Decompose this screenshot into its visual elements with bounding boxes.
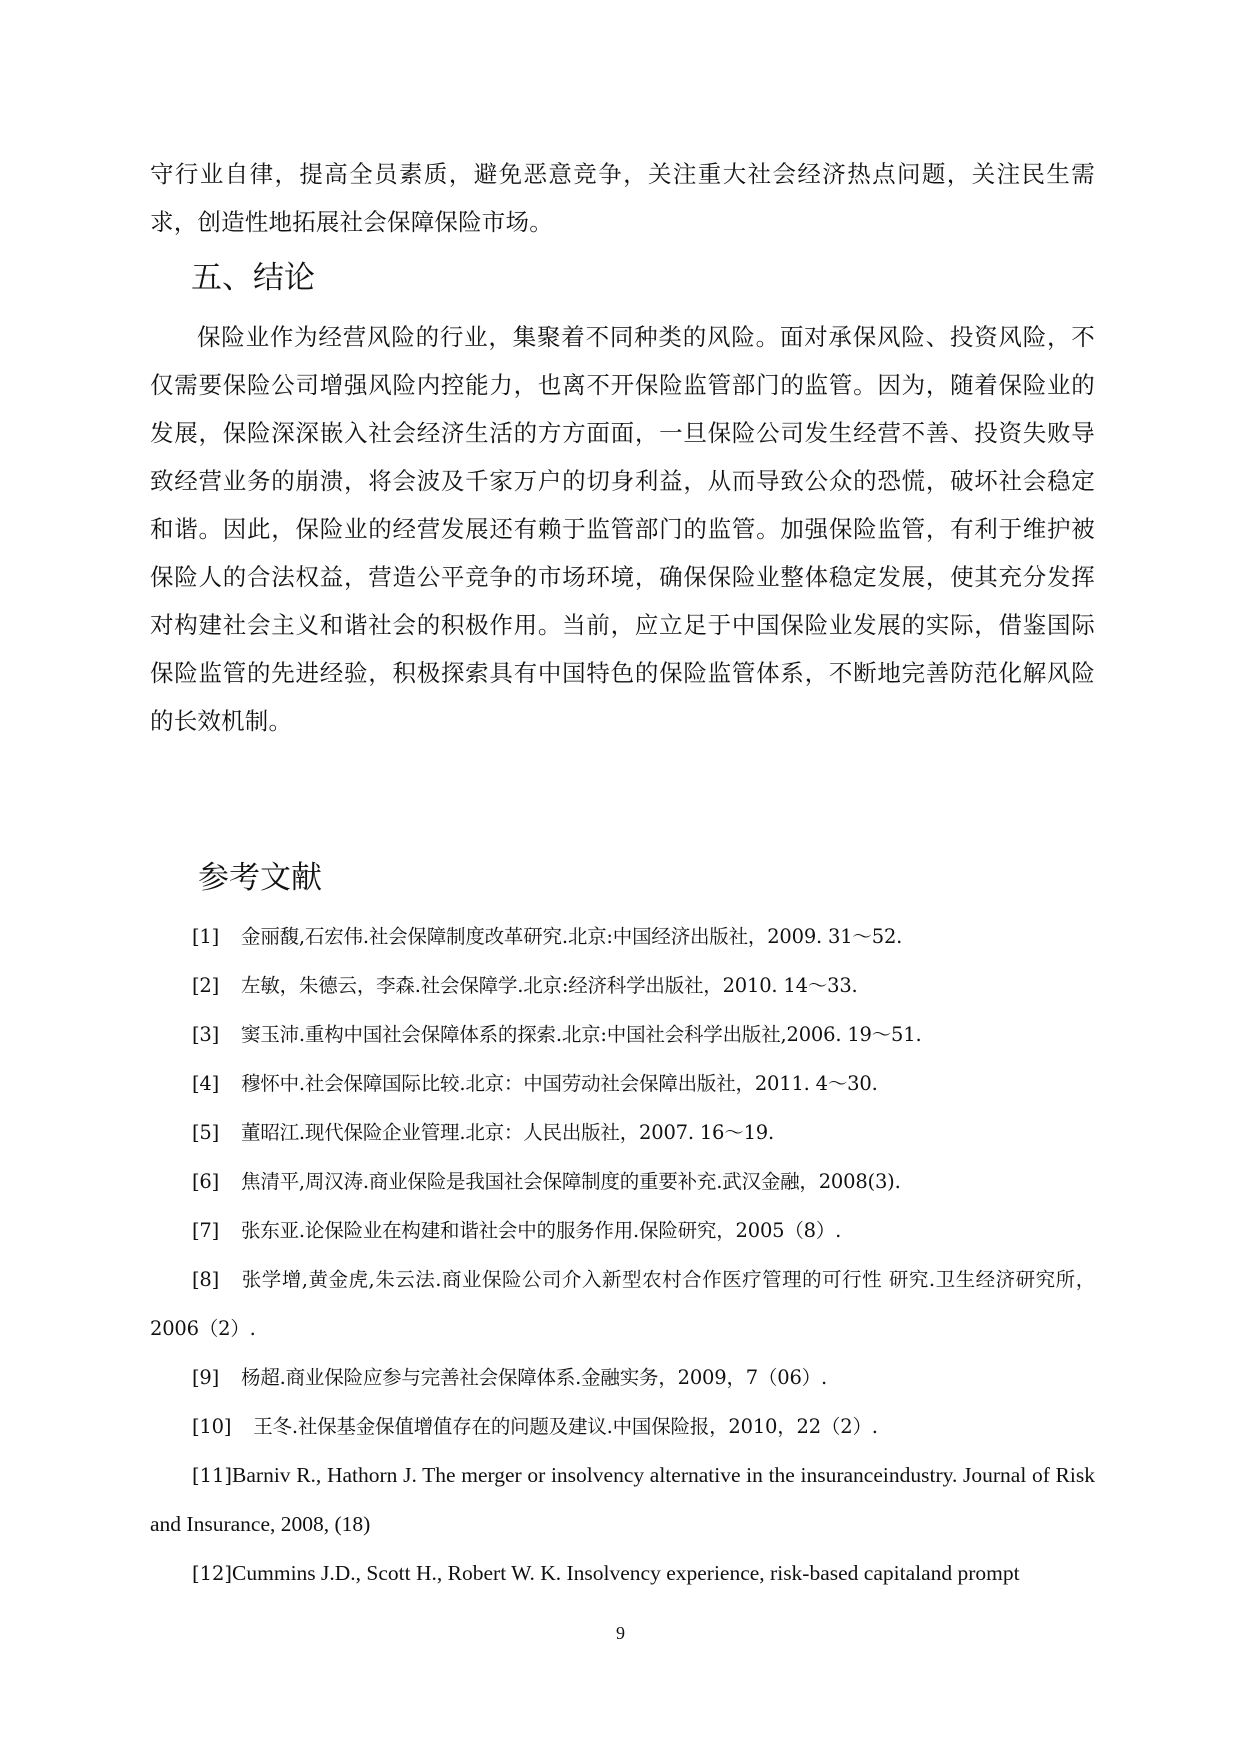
reference-text: 焦清平,周汉涛.商业保险是我国社会保障制度的重要补充.武汉金融，2008(3).	[241, 1170, 901, 1193]
reference-text: 王冬.社保基金保值增值存在的问题及建议.中国保险报，2010，22（2）.	[253, 1415, 878, 1438]
reference-number: [3]	[192, 1023, 220, 1046]
reference-text: 张学增,黄金虎,朱云法.商业保险公司介入新型农村合作医疗管理的可行性 研究.卫生经济研究所，2006（2）.	[150, 1268, 1095, 1340]
reference-number: [9]	[192, 1366, 220, 1389]
reference-item-10	[150, 1402, 1095, 1451]
reference-text: 杨超.商业保险应参与完善社会保障体系.金融实务，2009，7（06）.	[241, 1366, 827, 1389]
reference-text: Barniv R., Hathorn J. The merger or insolvency alternative in the insuranceindustry. Journal of Risk and Insurance, 2008, (18)	[150, 1463, 1095, 1536]
reference-text: Cummins J.D., Scott H., Robert W. K. Insolvency experience, risk-based capitaland prompt	[232, 1561, 1020, 1585]
reference-number: [2]	[192, 974, 220, 997]
reference-item-8	[150, 1255, 1095, 1353]
reference-text: 穆怀中.社会保障国际比较.北京：中国劳动社会保障出版社，2011. 4～30.	[241, 1072, 878, 1095]
reference-number: [1]	[192, 925, 220, 948]
page-number: 9	[616, 1623, 625, 1643]
reference-item-4	[150, 1059, 1095, 1108]
reference-number: [6]	[192, 1170, 220, 1193]
reference-number: [12]	[192, 1562, 233, 1585]
reference-text: 董昭江.现代保险企业管理.北京：人民出版社，2007. 16～19.	[241, 1121, 774, 1144]
reference-number: [8]	[192, 1268, 220, 1291]
reference-item-7	[150, 1206, 1095, 1255]
intro-paragraph: 守行业自律，提高全员素质，避免恶意竞争，关注重大社会经济热点问题，关注民生需求，创造性地拓展社会保障保险市场。	[150, 160, 1095, 236]
reference-list	[150, 912, 1095, 1598]
section-heading-conclusion: 五、结论	[191, 260, 315, 296]
reference-number: [11]	[192, 1464, 233, 1487]
conclusion-paragraph: 保险业作为经营风险的行业，集聚着不同种类的风险。面对承保风险、投资风险，不仅需要保险公司增强风险内控能力，也离不开保险监管部门的监管。因为，随着保险业的发展，保险深深嵌入社会经济生活的方方面面，一旦保险公司发生经营不善、投资失败导致经营业务的崩溃，将会波及千家万户的切身利益，从而导致公众的恐慌，破坏社会稳定和谐。因此，保险业的经营发展还有赖于监管部门的监管。加强保险监管，有利于维护被保险人的合法权益，营造公平竞争的市场环境，确保保险业整体稳定发展，使其充分发挥对构建社会主义和谐社会的积极作用。当前，应立足于中国保险业发展的实际，借鉴国际保险监管的先进经验，积极探索具有中国特色的保险监管体系，不断地完善防范化解风险的长效机制。	[150, 323, 1095, 735]
reference-item-9	[150, 1353, 1095, 1402]
reference-item-5	[150, 1108, 1095, 1157]
reference-item-6	[150, 1157, 1095, 1206]
reference-number: [4]	[192, 1072, 220, 1095]
reference-number: [5]	[192, 1121, 220, 1144]
reference-item-12	[150, 1549, 1095, 1598]
reference-number: [7]	[192, 1219, 220, 1242]
reference-item-2	[150, 961, 1095, 1010]
reference-item-1	[150, 912, 1095, 961]
reference-number: [10]	[192, 1415, 232, 1438]
reference-text: 金丽馥,石宏伟.社会保障制度改革研究.北京:中国经济出版社，2009. 31～52.	[241, 925, 903, 948]
reference-text: 张东亚.论保险业在构建和谐社会中的服务作用.保险研究，2005（8）.	[241, 1219, 842, 1242]
reference-text: 窦玉沛.重构中国社会保障体系的探索.北京:中国社会科学出版社,2006. 19～51.	[241, 1023, 922, 1046]
reference-item-11	[150, 1451, 1095, 1549]
references-heading: 参考文献	[198, 860, 322, 896]
reference-item-3	[150, 1010, 1095, 1059]
reference-text: 左敏，朱德云，李森.社会保障学.北京:经济科学出版社，2010. 14～33.	[241, 974, 858, 997]
